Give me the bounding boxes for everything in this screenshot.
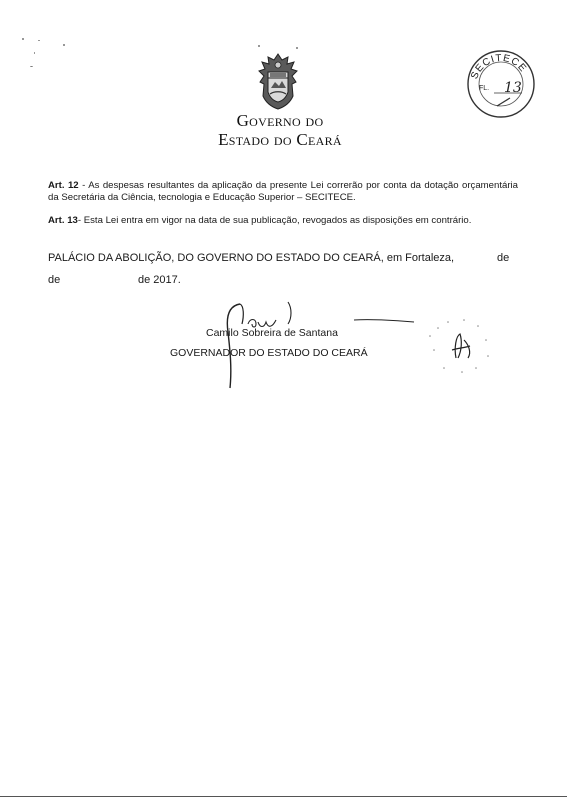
article-text: - As despesas resultantes da aplicação da presente Lei correrão por conta da dotação orçamentária da Secretária da Ciência, tecnologia e Educação Superior – SECITECE. (48, 180, 518, 203)
scan-speck (30, 66, 33, 67)
signatory-title: GOVERNADOR DO ESTADO DO CEARÁ (170, 347, 368, 359)
article-number: Art. 12 (48, 180, 79, 191)
footer-rule (0, 796, 567, 797)
scan-speck (258, 45, 260, 47)
scan-speck (38, 40, 40, 41)
page-number-stamp (464, 46, 538, 120)
article-number: Art. 13 (48, 215, 78, 226)
article-text: - Esta Lei entra em vigor na data de sua publicação, revogados as disposições em contrário. (77, 215, 472, 226)
scan-speck (63, 44, 65, 46)
letterhead-line-2: Estado do Ceará (218, 130, 342, 149)
rubric-initials (424, 314, 496, 376)
closing-line-2-start: de (48, 274, 61, 286)
closing-line-1: PALÁCIO DA ABOLIÇÃO, DO GOVERNO DO ESTADO DO CEARÁ, em Fortaleza, (48, 252, 455, 264)
closing-line-1-end: de (497, 252, 510, 264)
article-12 (48, 180, 518, 203)
letterhead-line-1: Governo do (236, 111, 324, 130)
signatory-name: Camilo Sobreira de Santana (206, 327, 338, 339)
scan-speck (34, 52, 35, 54)
article-13 (48, 215, 518, 227)
scan-speck (22, 38, 24, 40)
scan-speck (296, 47, 298, 49)
stamp-fl-number: 13 (504, 80, 522, 96)
coat-of-arms-icon (256, 52, 300, 110)
handwritten-signature (218, 298, 418, 390)
stamp-fl-label: FL. (479, 85, 490, 92)
stamp-org: SECITECE (469, 52, 529, 81)
closing-line-2-year: de 2017. (138, 274, 181, 286)
